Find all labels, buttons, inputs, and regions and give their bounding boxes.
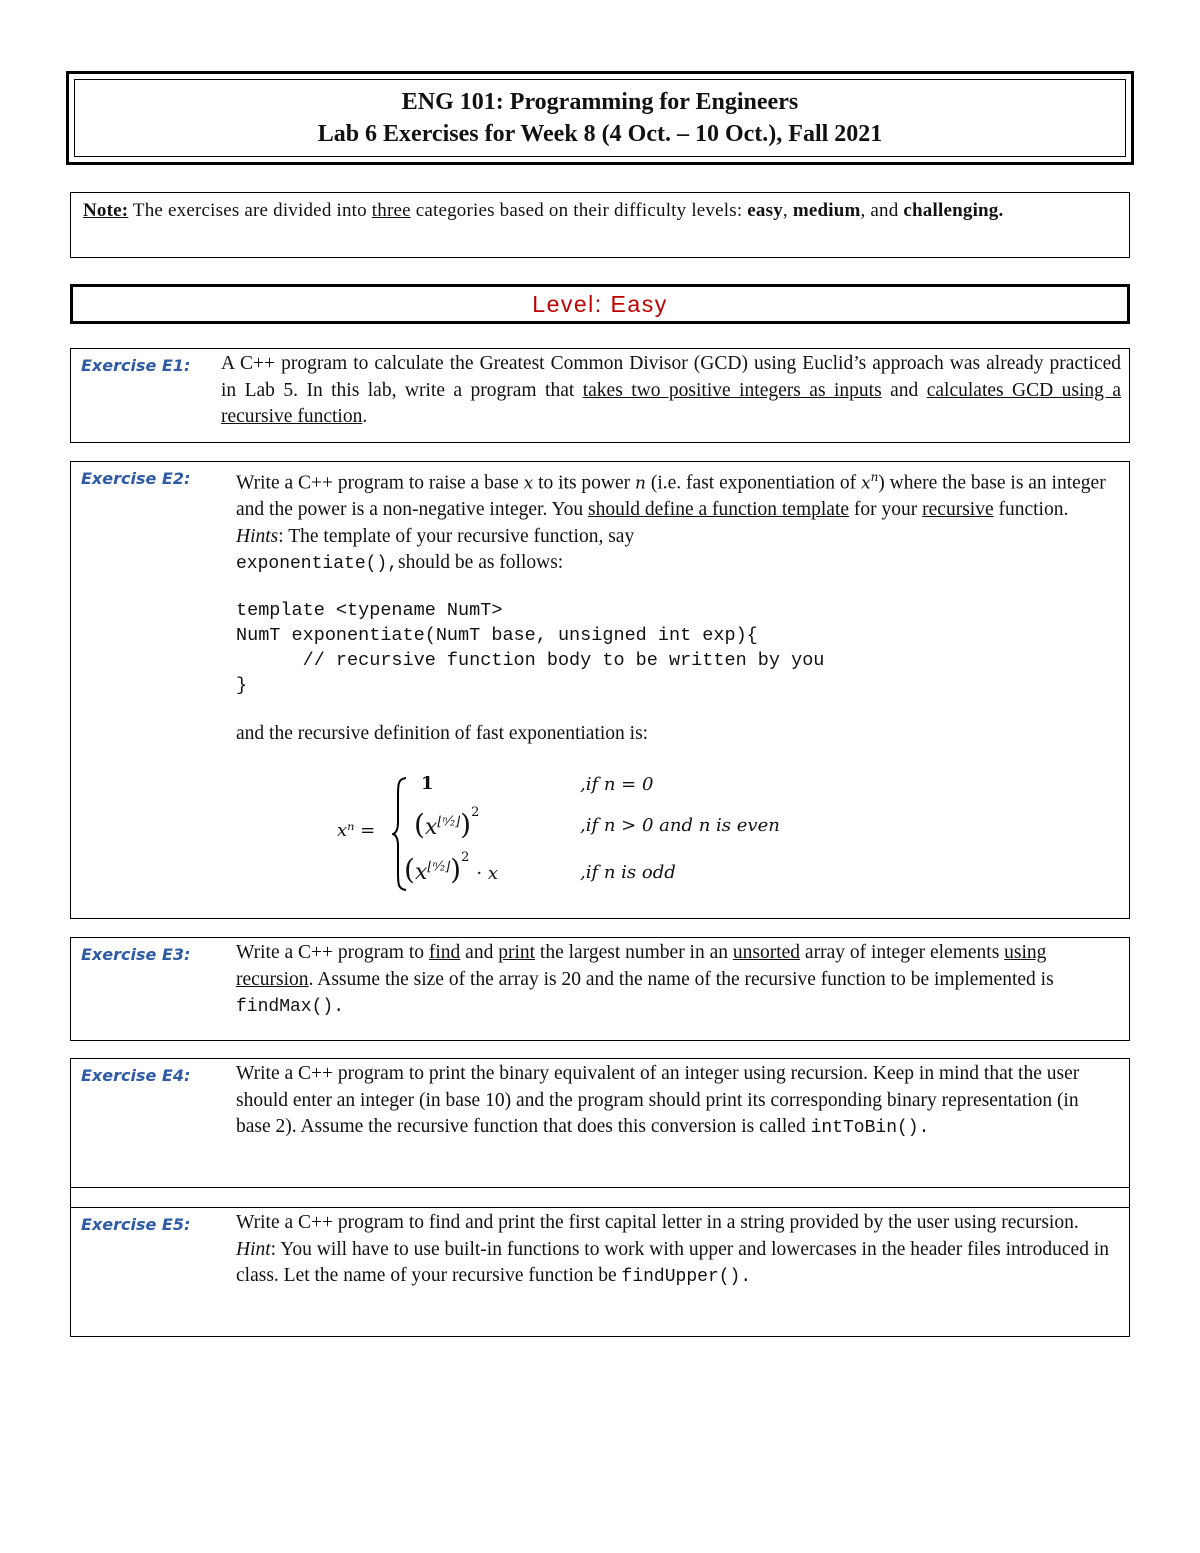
e3-function-name: findMax(). [236,997,345,1017]
e1-underline-2: calculates GCD using a recursive function [221,379,1122,427]
exercise-e5-box [70,1207,1130,1337]
table-divider-row [70,1187,1130,1209]
title-inner-border [74,79,1126,157]
e5-text-1: Write a C++ program to find and print the first capital letter in a string provided by the user using recursion. [236,1212,1079,1233]
note-three: three [371,200,411,221]
e3-underline-unsorted: unsorted [732,942,801,963]
e1-text-3: . [362,406,368,427]
e2-math-x: x [523,473,534,494]
exercise-e1-box [70,348,1130,443]
note-text-b: categories based on their difficulty levels: [410,200,748,221]
case3-floor-exp: ⌊ⁿ⁄₂⌋ [427,859,451,875]
exercise-e2-box [70,461,1130,919]
exercise-e5-text [236,1210,1121,1291]
case3-condition: ,if n is odd [580,862,676,883]
exercise-e1-text [221,351,1121,431]
e3-underline-print: print [498,942,536,963]
case2-expression: $(x^{⌊^n⁄_2⌋})^2$ [414,804,480,841]
e3-text-4: array of integer elements [800,942,1005,963]
e2-text-4: ) where the base is an integer and the power is a non-negative integer. You [236,472,1106,520]
e2-underline-2: recursive [922,499,994,520]
exercise-e4-text [236,1061,1116,1142]
exercise-e3-label: Exercise E3: [81,945,191,964]
title-box [66,71,1134,165]
case3-times-x: · x [476,863,498,884]
case1-value: 1 [421,773,434,794]
case2-floor-exp: ⌊ⁿ⁄₂⌋ [437,814,461,830]
e5-text-2: : You will have to use built-in functions to work with upper and lowercases in the header files introduced in class. Let the name of your recursive function be [236,1238,1110,1286]
case1-condition: ,if n = 0 [580,774,654,795]
note-easy: easy [747,200,783,221]
e2-hints: Hints [236,525,279,547]
e2-underline-1: should define a function template [588,499,850,520]
level-heading: Level: Easy [532,290,668,317]
e3-text-5: . Assume the size of the array is 20 and the name of the recursive function to be implemented is [308,968,1054,990]
case3-square: 2 [461,849,470,865]
exercise-e2-label: Exercise E2: [81,469,191,488]
lab-title: Lab 6 Exercises for Week 8 (4 Oct. – 10 Oct.), Fall 2021 [317,121,883,147]
case2-square: 2 [471,804,480,820]
exercise-e3-text [236,940,1116,1021]
e2-text-5: for your [849,499,923,520]
case2-condition: ,if n > 0 and n is even [580,815,780,836]
e3-underline-find: find [428,942,461,963]
note-label: Note: [83,200,129,221]
note-box [70,192,1130,258]
note-text-a: The exercises are divided into [128,200,372,221]
e2-text-2: to its power [533,472,636,494]
e2-text-6: function. [993,499,1069,520]
e1-text-2: and [881,379,927,401]
e3-text-1: Write a C++ program to [236,942,429,963]
note-comma: , [782,200,793,221]
exercise-e5-label: Exercise E5: [81,1215,191,1234]
exercise-e4-label: Exercise E4: [81,1066,191,1085]
e3-underline-recursion: using recursion [236,942,1047,990]
note-text [83,197,1119,224]
note-medium: medium [792,200,861,221]
e2-code-block: template <typename NumT> NumT exponentiate(NumT base, unsigned int exp){ // recursive function body to be written by you } [236,600,825,696]
e4-function-name: intToBin(). [810,1118,930,1138]
level-heading-box [70,284,1130,324]
e2-text-3: (i.e. fast exponentiation of [645,472,861,494]
e5-hint: Hint [236,1238,271,1260]
e2-math-xn-base: x [860,473,871,494]
e3-text-3: the largest number in an [535,942,733,963]
e3-text-2: and [460,942,499,963]
note-challenging: challenging. [903,200,1004,221]
exercise-e2-text [236,464,1116,578]
note-text-c: , and [860,200,899,221]
e2-text-9: and the recursive definition of fast exponentiation is: [236,723,649,744]
case3-expression: $(x^{⌊^n⁄_2⌋})^2 \cdot x$ [404,849,498,886]
e1-text-1: A C++ program to calculate the Greatest Common Divisor (GCD) using Euclid’s approach was already practiced in Lab 5. In this lab, write a program that [221,353,1121,401]
exercise-e3-box [70,937,1130,1041]
e2-text-1: Write a C++ program to raise a base [236,472,524,494]
e5-function-name: findUpper(). [621,1267,752,1287]
e2-math-xn-exp: n [870,470,879,484]
e4-text-1: Write a C++ program to print the binary equivalent of an integer using recursion. Keep in mind that the user should enter an integer (in base 10) and the program should print its corresponding binary representation (in base 2). Assume the recursive function that does this conversion is called [236,1063,1080,1137]
e1-underline-1: takes two positive integers as inputs [582,379,882,401]
e2-text-7: : The template of your recursive function, say [278,525,635,547]
e2-function-name: exponentiate(), [236,554,399,574]
e2-math-n: n [635,473,646,494]
e2-text-8: should be as follows: [398,552,564,573]
course-title: ENG 101: Programming for Engineers [401,89,799,115]
exercise-e1-label: Exercise E1: [81,356,191,375]
exercise-e4-box [70,1058,1130,1188]
formula-lhs: xⁿ = [337,820,376,841]
